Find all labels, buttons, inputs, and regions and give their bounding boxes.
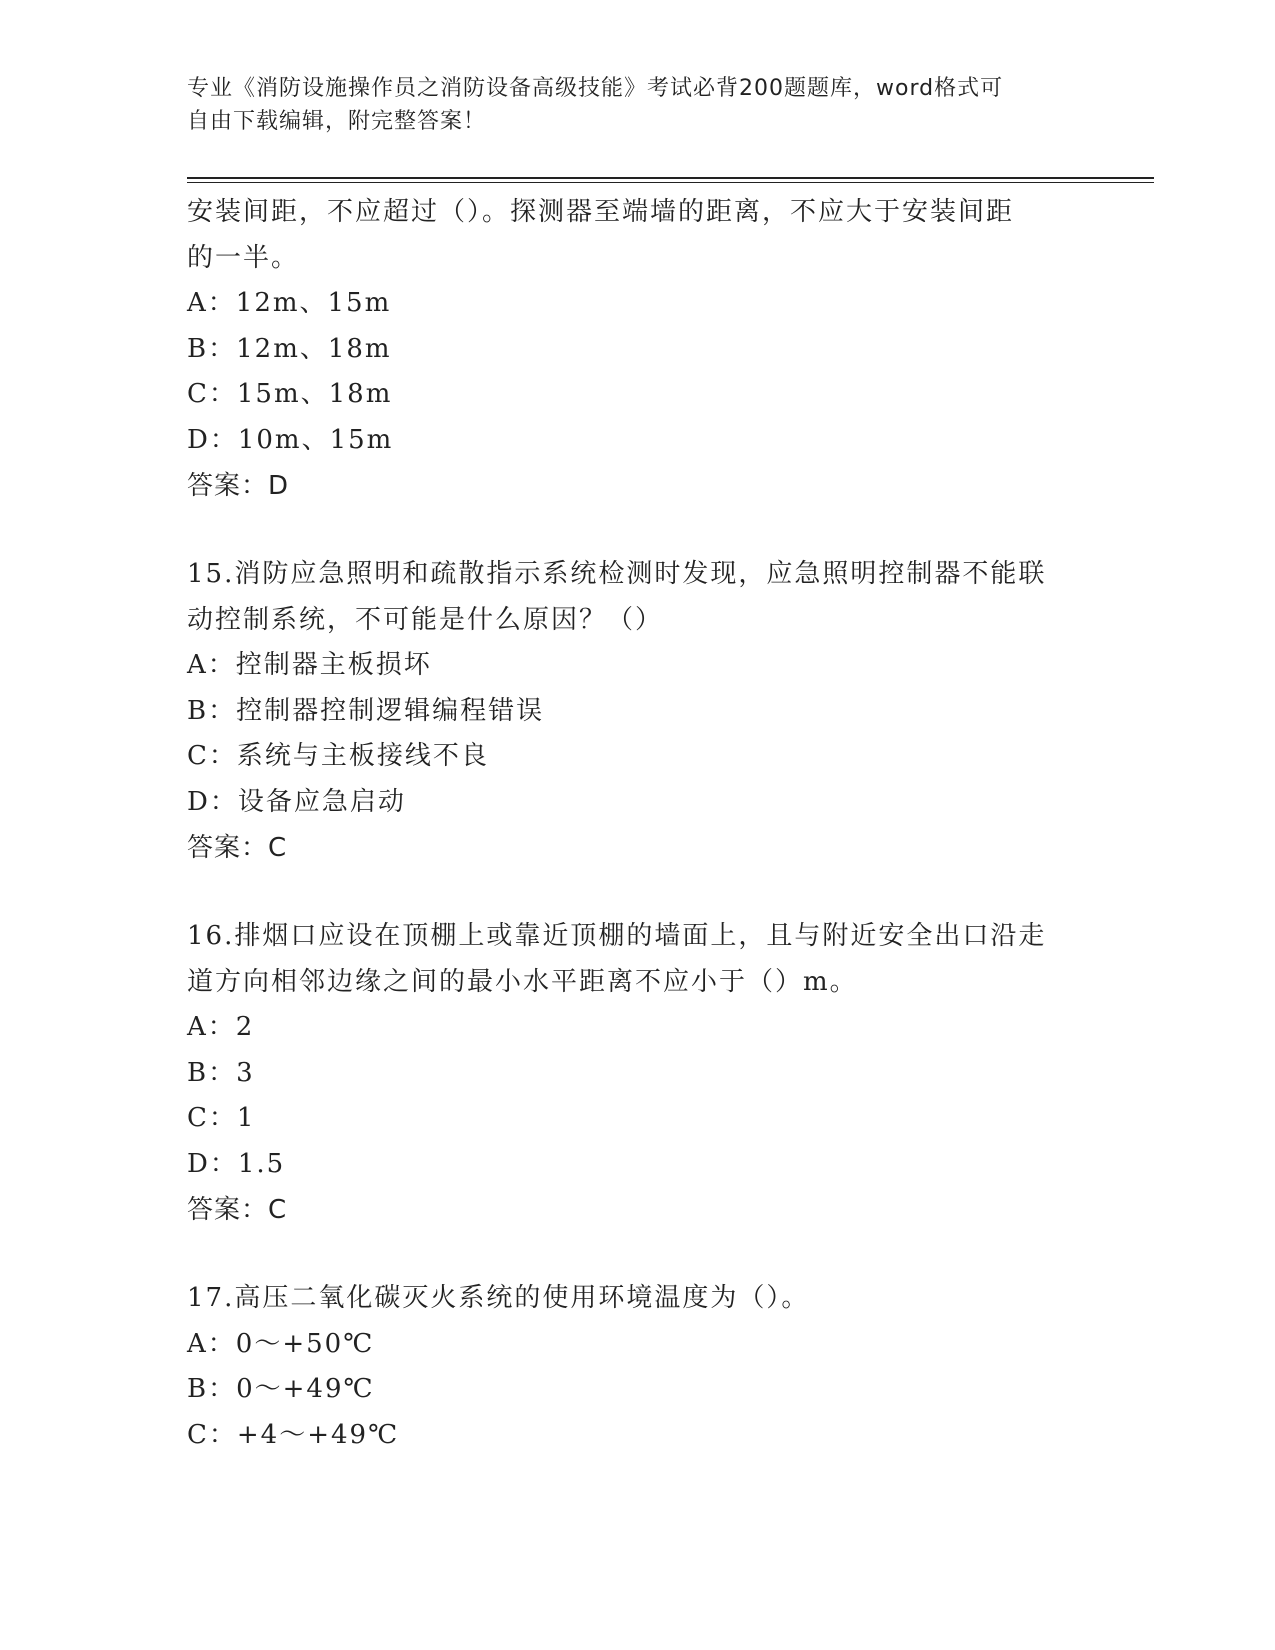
question-list (187, 190, 1087, 1458)
question-text: 道方向相邻边缘之间的最小水平距离不应小于（）m。 (187, 966, 858, 997)
option-d: D：1.5 (187, 1148, 286, 1179)
question-17 (187, 1276, 1087, 1458)
option-a: A：控制器主板损坏 (187, 650, 432, 680)
option-c: C：系统与主板接线不良 (187, 741, 489, 771)
option-c: C：15m、18m (187, 379, 393, 409)
document-header (187, 72, 1067, 138)
answer: 答案：D (187, 471, 290, 501)
header-divider-thin (187, 182, 1154, 183)
header-divider-thick (187, 177, 1154, 179)
spacer (187, 871, 1087, 914)
header-line-1: 专业《消防设施操作员之消防设备高级技能》考试必背200题题库，word格式可 (187, 76, 1004, 101)
option-b: B：12m、18m (187, 333, 392, 364)
answer: 答案：C (187, 833, 288, 863)
question-text: 15.消防应急照明和疏散指示系统检测时发现，应急照明控制器不能联 (187, 559, 1047, 589)
option-d: D：设备应急启动 (187, 786, 406, 817)
question-text: 的一半。 (187, 242, 300, 273)
spacer (187, 1233, 1087, 1276)
option-c: C：1 (187, 1103, 256, 1133)
question-16 (187, 914, 1087, 1233)
question-15 (187, 552, 1087, 871)
option-d: D：10m、15m (187, 424, 394, 455)
question-text: 16.排烟口应设在顶棚上或靠近顶棚的墙面上，且与附近安全出口沿走 (187, 921, 1047, 951)
option-a: A：12m、15m (187, 288, 392, 318)
answer: 答案：C (187, 1195, 288, 1225)
header-line-2: 自由下载编辑，附完整答案！ (187, 109, 487, 134)
question-14 (187, 190, 1087, 509)
option-a: A：0～+50℃ (187, 1328, 375, 1359)
question-text: 动控制系统，不可能是什么原因？（） (187, 604, 664, 635)
spacer (187, 509, 1087, 552)
question-text: 安装间距，不应超过（）。探测器至端墙的距离，不应大于安装间距 (187, 197, 1015, 227)
option-b: B：0～+49℃ (187, 1374, 375, 1404)
option-b: B：控制器控制逻辑编程错误 (187, 695, 545, 726)
option-c: C：+4～+49℃ (187, 1419, 400, 1450)
question-text: 17.高压二氧化碳灭火系统的使用环境温度为（）。 (187, 1283, 810, 1313)
option-a: A：2 (187, 1012, 255, 1042)
option-b: B：3 (187, 1057, 255, 1088)
